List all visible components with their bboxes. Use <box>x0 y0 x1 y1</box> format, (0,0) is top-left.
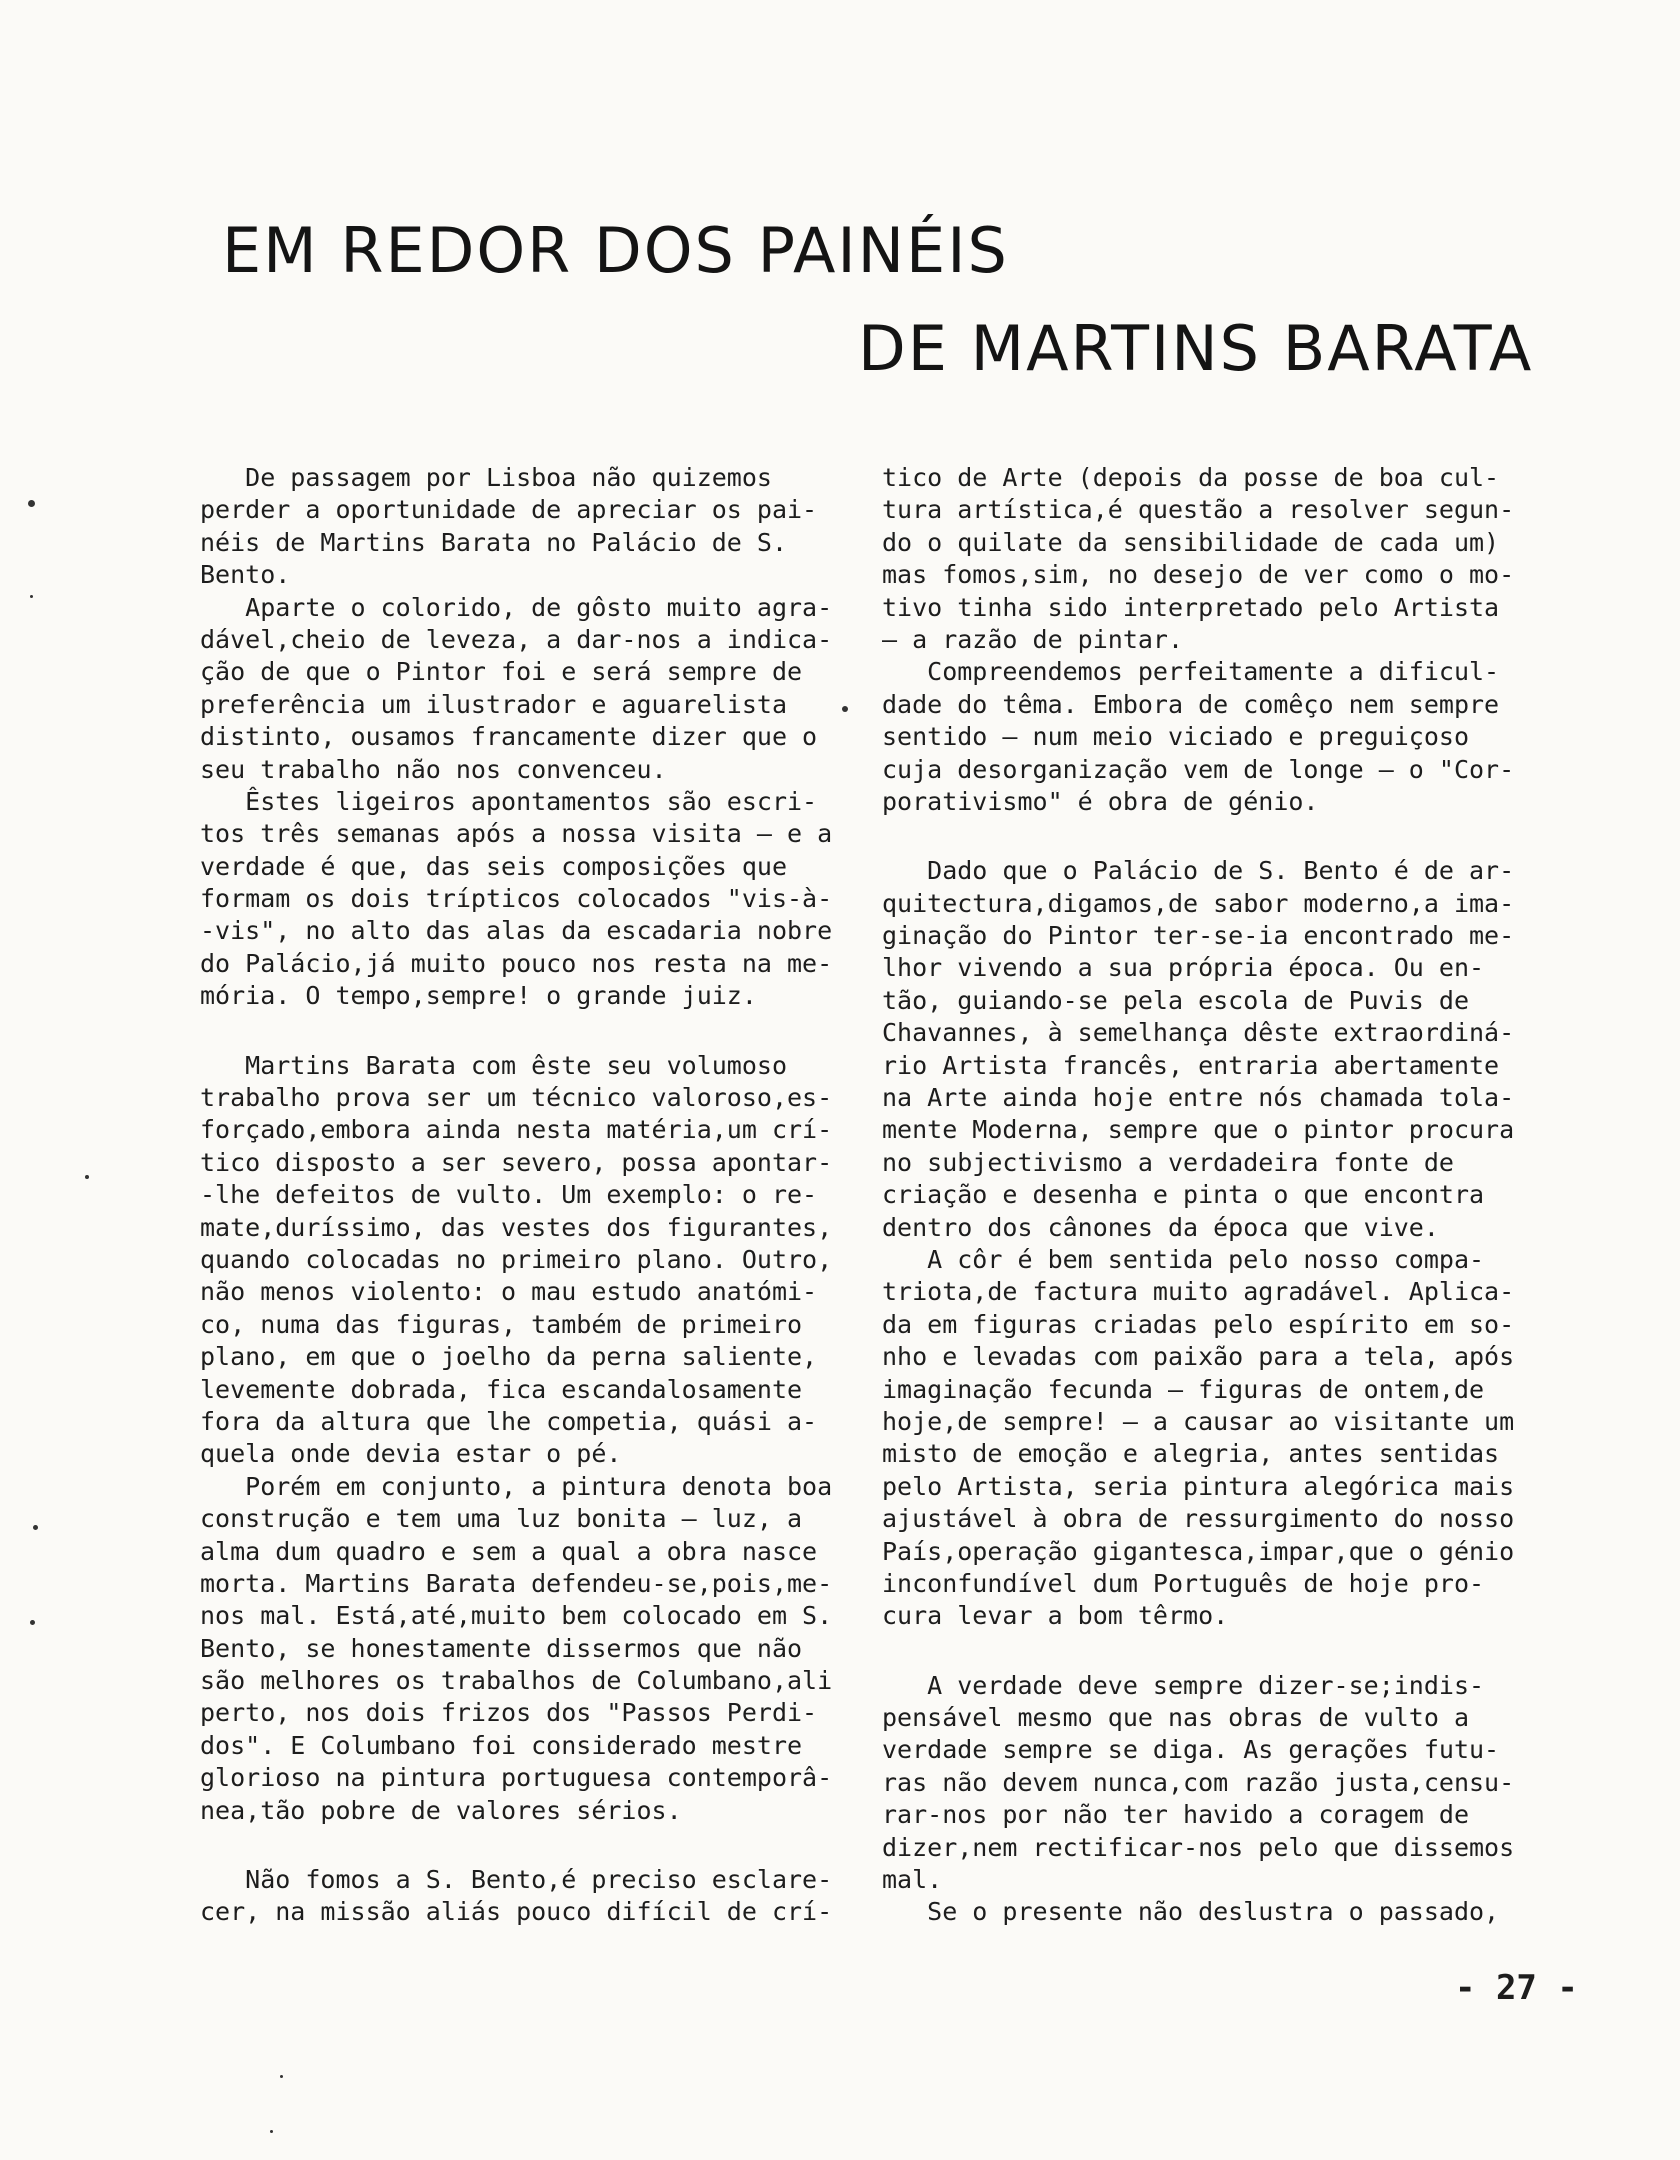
text-line: ras não devem nunca,com razão justa,censu- <box>882 1767 1515 1797</box>
text-line: triota,de factura muito agradável. Aplica- <box>882 1277 1515 1307</box>
text-line: nho e levadas com paixão para a tela, após <box>882 1342 1515 1372</box>
text-line: tico de Arte (depois da posse de boa cul- <box>882 463 1500 492</box>
text-line: De passagem por Lisboa não quizemos <box>200 463 772 492</box>
text-line: pensável mesmo que nas obras de vulto a <box>882 1703 1469 1733</box>
text-line: Martins Barata com êste seu volumoso <box>200 1050 787 1080</box>
text-line: mente Moderna, sempre que o pintor procura <box>882 1115 1515 1145</box>
text-line: morta. Martins Barata defendeu-se,pois,me- <box>200 1568 833 1598</box>
text-line: na Arte ainda hoje entre nós chamada tola- <box>882 1083 1515 1113</box>
text-line: ginação do Pintor ter-se-ia encontrado me- <box>882 921 1515 951</box>
print-speck <box>842 706 848 712</box>
text-line: misto de emoção e alegria, antes sentidas <box>882 1439 1500 1469</box>
text-line: verdade é que, das seis composições que <box>200 851 787 881</box>
text-line: criação e desenha e pinta o que encontra <box>882 1180 1485 1210</box>
print-speck <box>280 2075 283 2078</box>
text-line: quando colocadas no primeiro plano. Outro, <box>200 1244 833 1274</box>
text-line: lhor vivendo a sua própria época. Ou en- <box>882 953 1485 983</box>
text-line: dos". E Columbano foi considerado mestre <box>200 1730 803 1760</box>
text-column-left <box>200 462 833 1929</box>
text-line: — a razão de pintar. <box>882 624 1184 654</box>
text-line: tico disposto a ser severo, possa apontar- <box>200 1147 833 1177</box>
text-line: dade do têma. Embora de comêço nem sempre <box>882 689 1500 719</box>
print-speck <box>30 595 33 598</box>
text-line: tão, guiando-se pela escola de Puvis de <box>882 985 1469 1015</box>
text-line: glorioso na pintura portuguesa contemporâ- <box>200 1763 833 1793</box>
text-line: inconfundível dum Português de hoje pro- <box>882 1568 1485 1598</box>
text-line: dentro dos cânones da época que vive. <box>882 1212 1439 1242</box>
text-line: nea,tão pobre de valores sérios. <box>200 1795 682 1825</box>
text-line: formam os dois trípticos colocados "vis-à- <box>200 884 833 914</box>
print-speck <box>28 500 35 507</box>
article-title-line-1: EM REDOR DOS PAINÉIS <box>222 214 1009 287</box>
text-column-right <box>882 462 1537 1929</box>
text-line: tivo tinha sido interpretado pelo Artista <box>882 592 1500 622</box>
text-line: verdade sempre se diga. As gerações futu- <box>882 1735 1500 1765</box>
text-line: pelo Artista, seria pintura alegórica mais <box>882 1471 1515 1501</box>
text-line: -vis", no alto das alas da escadaria nobre <box>200 916 833 946</box>
text-line: Aparte o colorido, de gôsto muito agra- <box>200 592 833 622</box>
text-line: no subjectivismo a verdadeira fonte de <box>882 1147 1454 1177</box>
page-number: - 27 - <box>1455 1968 1578 2008</box>
paragraph-gap <box>882 1633 1537 1670</box>
text-line: da em figuras criadas pelo espírito em so- <box>882 1309 1515 1339</box>
text-line: hoje,de sempre! — a causar ao visitante um <box>882 1406 1515 1436</box>
text-line: plano, em que o joelho da perna saliente, <box>200 1342 818 1372</box>
text-line: dizer,nem rectificar-nos pelo que dissemos <box>882 1832 1515 1862</box>
text-line: mória. O tempo,sempre! o grande juiz. <box>200 981 757 1011</box>
text-line: cer, na missão aliás pouco difícil de crí- <box>200 1897 833 1927</box>
text-line: fora da altura que lhe competia, quási a- <box>200 1406 818 1436</box>
paragraph-gap <box>200 1827 805 1864</box>
text-line: do Palácio,já muito pouco nos resta na me- <box>200 948 833 978</box>
text-line: mal. <box>882 1865 943 1895</box>
text-line: sentido — num meio viciado e preguiçoso <box>882 722 1469 752</box>
text-line: porativismo" é obra de génio. <box>882 786 1319 816</box>
text-line: A verdade deve sempre dizer-se;indis- <box>882 1670 1485 1700</box>
text-line: rar-nos por não ter havido a coragem de <box>882 1800 1469 1830</box>
text-line: dável,cheio de leveza, a dar-nos a indica- <box>200 624 833 654</box>
text-line: distinto, ousamos francamente dizer que o <box>200 722 818 752</box>
text-line: construção e tem uma luz bonita — luz, a <box>200 1504 803 1534</box>
text-line: quela onde devia estar o pé. <box>200 1439 622 1469</box>
text-line: trabalho prova ser um técnico valoroso,es- <box>200 1083 833 1113</box>
text-line: Bento, se honestamente dissermos que não <box>200 1633 803 1663</box>
text-line: País,operação gigantesca,impar,que o génio <box>882 1536 1515 1566</box>
text-line: Se o presente não deslustra o passado, <box>882 1897 1500 1927</box>
text-line: levemente dobrada, fica escandalosamente <box>200 1374 803 1404</box>
text-line: Bento. <box>200 560 291 590</box>
text-line: tos três semanas após a nossa visita — e a <box>200 819 833 849</box>
print-speck <box>85 1175 89 1179</box>
print-speck <box>33 1525 38 1530</box>
text-line: Dado que o Palácio de S. Bento é de ar- <box>882 856 1515 886</box>
print-speck <box>30 1620 35 1625</box>
text-line: Não fomos a S. Bento,é preciso esclare- <box>200 1865 833 1895</box>
text-line: alma dum quadro e sem a qual a obra nasce <box>200 1536 818 1566</box>
text-line: nos mal. Está,até,muito bem colocado em S. <box>200 1601 833 1631</box>
text-line: forçado,embora ainda nesta matéria,um crí- <box>200 1115 833 1145</box>
text-line: quitectura,digamos,de sabor moderno,a ima- <box>882 888 1515 918</box>
text-line: cura levar a bom têrmo. <box>882 1601 1229 1631</box>
text-line: rio Artista francês, entraria abertamente <box>882 1050 1500 1080</box>
paragraph-gap <box>882 818 1537 855</box>
text-line: mas fomos,sim, no desejo de ver como o mo- <box>882 560 1515 590</box>
text-line: Chavannes, à semelhança dêste extraordiná- <box>882 1018 1515 1048</box>
paragraph-gap <box>200 1013 805 1050</box>
print-speck <box>270 2130 273 2133</box>
text-line: Porém em conjunto, a pintura denota boa <box>200 1471 833 1501</box>
text-line: perder a oportunidade de apreciar os pai- <box>200 495 818 525</box>
text-line: co, numa das figuras, também de primeiro <box>200 1309 803 1339</box>
article-title-line-2: DE MARTINS BARATA <box>858 312 1534 385</box>
text-line: mate,duríssimo, das vestes dos figurantes, <box>200 1212 833 1242</box>
text-line: Compreendemos perfeitamente a dificul- <box>882 657 1500 687</box>
text-line: Êstes ligeiros apontamentos são escri- <box>200 786 818 816</box>
text-line: não menos violento: o mau estudo anatómi- <box>200 1277 818 1307</box>
text-line: néis de Martins Barata no Palácio de S. <box>200 527 787 557</box>
text-line: imaginação fecunda — figuras de ontem,de <box>882 1374 1485 1404</box>
text-line: A côr é bem sentida pelo nosso compa- <box>882 1244 1485 1274</box>
text-line: ção de que o Pintor foi e será sempre de <box>200 657 803 687</box>
text-line: cuja desorganização vem de longe — o "Cor- <box>882 754 1515 784</box>
text-line: preferência um ilustrador e aguarelista <box>200 689 787 719</box>
text-line: -lhe defeitos de vulto. Um exemplo: o re- <box>200 1180 818 1210</box>
text-line: do o quilate da sensibilidade de cada um) <box>882 527 1500 557</box>
text-line: perto, nos dois frizos dos "Passos Perdi- <box>200 1698 818 1728</box>
text-line: seu trabalho não nos convenceu. <box>200 754 667 784</box>
text-line: são melhores os trabalhos de Columbano,ali <box>200 1666 833 1696</box>
text-line: tura artística,é questão a resolver segun- <box>882 495 1515 525</box>
text-line: ajustável à obra de ressurgimento do nosso <box>882 1504 1515 1534</box>
